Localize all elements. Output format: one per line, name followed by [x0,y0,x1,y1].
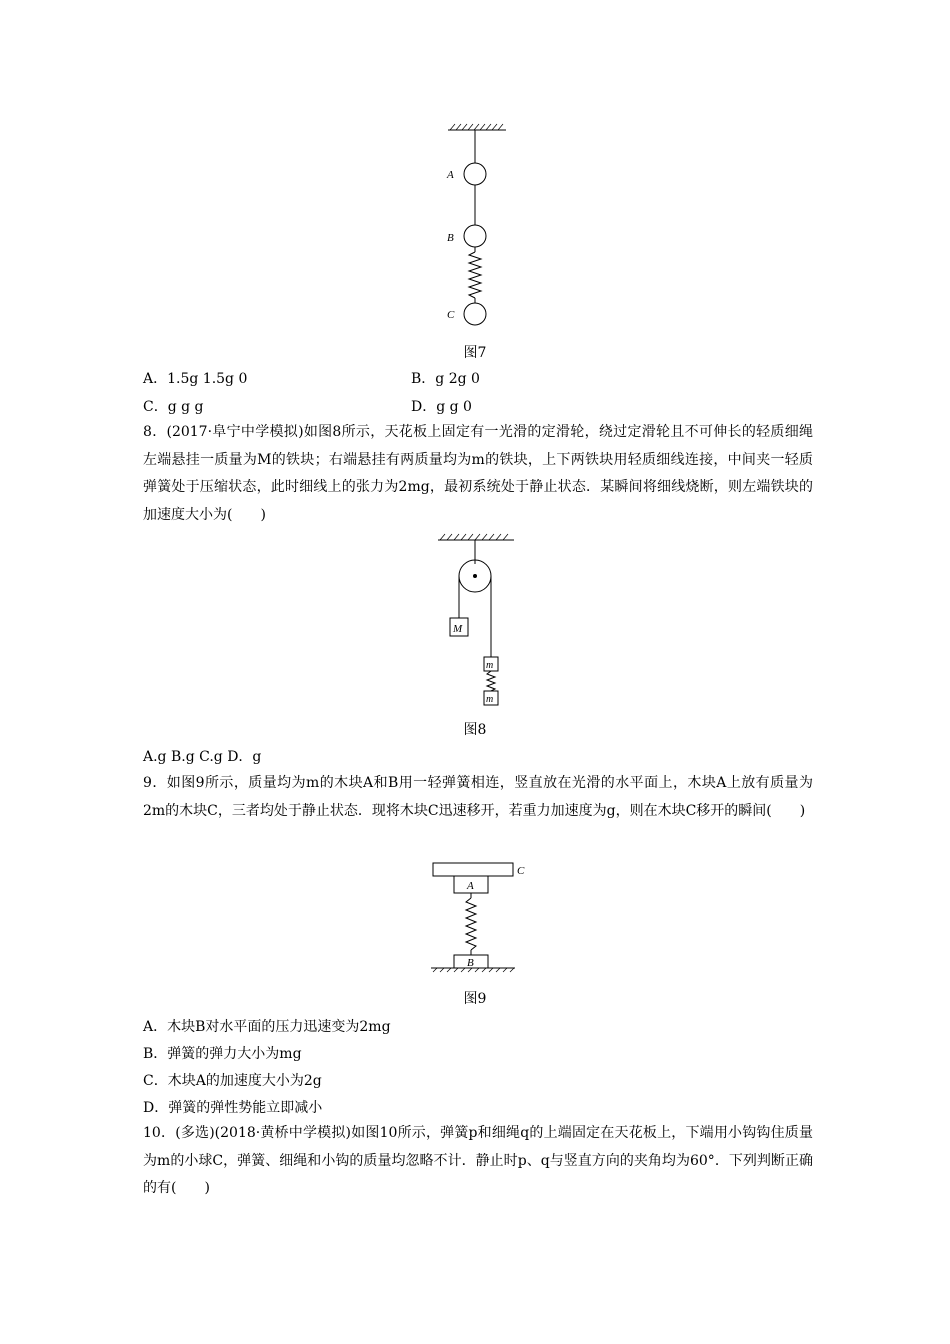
q7-option-b: B．g 2g 0 [411,371,480,387]
label-a: A [467,880,474,892]
q10-text: 10．(多选)(2018·黄桥中学模拟)如图10所示，弹簧p和细绳q的上端固定在天花板上，下端用小钩钩住质量为m的小球C，弹簧、细绳和小钩的质量均忽略不计．静止时p、q与竖直方向的夹角均为60°．下列判断正确的有( ) [143,1125,813,1196]
q9-option-a: A．木块B对水平面的压力迅速变为2mg [143,1019,391,1035]
q7-option-a: A．1.5g 1.5g 0 [143,371,248,387]
ball-a [464,163,486,185]
q8-options: A.g B.g C.g D．g [143,749,262,765]
block-c [433,863,513,876]
q8-text: 8．(2017·阜宁中学模拟)如图8所示，天花板上固定有一光滑的定滑轮，绕过定滑轮且不可伸长的轻质细绳左端悬挂一质量为M的铁块；右端悬挂有两质量均为m的铁块，上下两铁块用轻质细线连接，中间夹一轻质弹簧处于压缩状态，此时细线上的张力为2mg，最初系统处于静止状态．某瞬间将细线烧断，则左端铁块的加速度大小为( ) [143,424,813,523]
label-c: C [447,309,455,321]
fig7-caption: 图7 [463,345,487,361]
q9-option-d: D．弹簧的弹性势能立即减小 [143,1100,323,1116]
figure-9 [425,858,535,973]
label-m-top: m [486,660,494,671]
figure-8 [430,532,530,710]
label-b: B [467,957,474,969]
label-a: A [447,169,454,181]
ball-c [464,303,486,325]
q9-option-c: C．木块A的加速度大小为2g [143,1073,322,1089]
fig8-caption: 图8 [463,722,487,738]
q9-option-b: B．弹簧的弹力大小为mg [143,1046,302,1062]
label-c: C [517,865,525,877]
ball-b [464,225,486,247]
label-M: M [453,623,463,635]
q7-option-c: C．g g g [143,399,204,415]
q9-text: 9．如图9所示，质量均为m的木块A和B用一轻弹簧相连，竖直放在光滑的水平面上，木块A上放有质量为2m的木块C，三者均处于静止状态．现将木块C迅速移开，若重力加速度为g，则在木块C移开的瞬间( ) [143,775,813,819]
label-b: B [447,232,454,244]
q7-option-d: D．g g 0 [411,399,472,415]
label-m-bottom: m [486,694,494,705]
fig9-caption: 图9 [463,991,487,1007]
figure-7 [430,120,530,335]
